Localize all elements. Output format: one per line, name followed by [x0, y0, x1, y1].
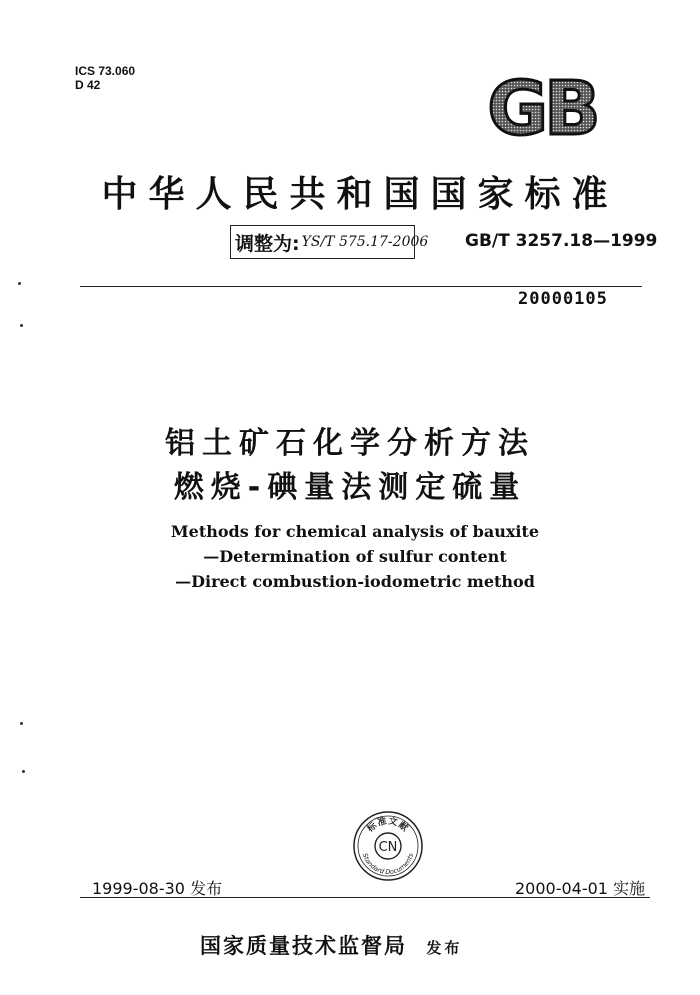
scan-speck — [18, 282, 21, 285]
svg-text:标准文献 — [364, 815, 412, 835]
ics-code: ICS 73.060 — [75, 64, 136, 78]
chinese-title-line-1: 铝土矿石化学分析方法 — [165, 426, 535, 461]
adjustment-value: YS/T 575.17-2006 — [301, 234, 429, 250]
implementation-date: 2000-04-01 实施 — [515, 879, 646, 898]
gb-logo-text: GB — [487, 72, 597, 144]
seal-bottom-text: Standard Documents — [360, 852, 416, 877]
seal-center-text: CN — [378, 840, 398, 855]
adjustment-box — [230, 225, 429, 259]
english-title-line-3: —Direct combustion-iodometric method — [175, 572, 535, 591]
ccs-code: D 42 — [75, 78, 101, 92]
adjustment-label: 调整为: — [235, 232, 300, 255]
standard-code: GB/T 3257.18—1999 — [465, 231, 658, 251]
footer-divider — [80, 897, 650, 898]
scan-speck — [20, 324, 23, 327]
standard-documents-seal — [352, 810, 424, 882]
svg-text:Standard Documents — [361, 852, 416, 876]
issue-date: 1999-08-30 发布 — [92, 879, 223, 898]
scan-speck — [22, 770, 25, 773]
issuing-authority — [200, 930, 462, 960]
seal-top-text: 标准文献 — [365, 816, 411, 835]
classification-codes — [75, 64, 135, 92]
chinese-title-line-2: 燃烧-碘量法测定硫量 — [173, 470, 527, 505]
scan-speck — [20, 722, 23, 725]
english-title-line-2: —Determination of sulfur content — [203, 547, 507, 566]
gb-logo — [480, 72, 605, 144]
issuer-action: 发布 — [426, 939, 463, 957]
stamp-code: 20000105 — [518, 289, 608, 309]
national-standard-title: 中华人民共和国国家标准 — [101, 173, 619, 215]
english-title-line-1: Methods for chemical analysis of bauxite — [170, 522, 540, 541]
header-divider — [80, 286, 642, 287]
issuer-name: 国家质量技术监督局 — [200, 934, 407, 958]
